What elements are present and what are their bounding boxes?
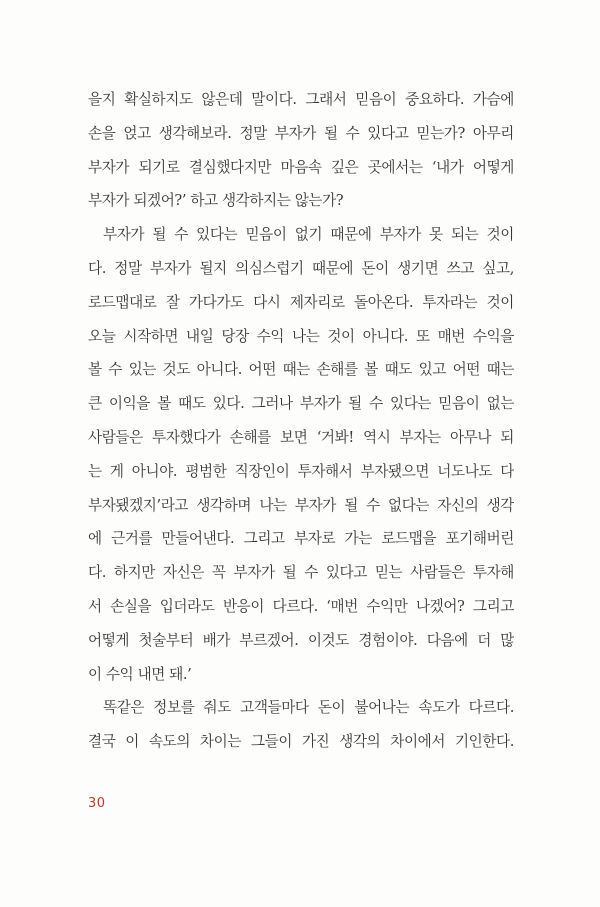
text-line: 결국 이 속도의 차이는 그들이 가진 생각의 차이에서 기인한다. [88,733,514,751]
text-line: 큰 이익을 볼 때도 있다. 그러나 부자가 될 수 있다는 믿음이 없는 [88,395,514,413]
text-line: 다. 정말 부자가 될지 의심스럽기 때문에 돈이 생기면 쓰고 싶고, [88,259,514,277]
text-line: 부자가 되겠어?’ 하고 생각하지는 않는가? [88,192,344,210]
text-line: 손을 얹고 생각해보라. 정말 부자가 될 수 있다고 믿는가? 아무리 [88,124,514,142]
text-line: 는 게 아니야. 평범한 직장인이 투자해서 부자됐으면 너도나도 다 [88,462,514,480]
body-text [88,83,514,759]
text-line: 이 수익 내면 돼.’ [88,665,192,683]
text-line: 오늘 시작하면 내일 당장 수익 나는 것이 아니다. 또 매번 수익을 [88,327,514,345]
text-line: 부자가 되기로 결심했다지만 마음속 깊은 곳에서는 ‘내가 어떻게 [88,158,514,176]
text-line: 부자됐겠지’라고 생각하며 나는 부자가 될 수 없다는 자신의 생각 [88,496,514,514]
text-line: 다. 하지만 자신은 꼭 부자가 될 수 있다고 믿는 사람들은 투자해 [88,564,514,582]
text-line: 사람들은 투자했다가 손해를 보면 ‘거봐! 역시 부자는 아무나 되 [88,428,514,446]
text-line: 볼 수 있는 것도 아니다. 어떤 때는 손해를 볼 때도 있고 어떤 때는 [88,361,514,379]
text-line: 부자가 될 수 있다는 믿음이 없기 때문에 부자가 못 되는 것이 [103,226,514,244]
text-line: 을지 확실하지도 않은데 말이다. 그래서 믿음이 중요하다. 가슴에 [88,91,514,108]
text-line: 로드맵대로 잘 가다가도 다시 제자리로 돌아온다. 투자라는 것이 [88,293,514,311]
text-line: 어떻게 첫술부터 배가 부르겠어. 이것도 경험이야. 다음에 더 많 [88,631,514,649]
text-line: 똑같은 정보를 줘도 고객들마다 돈이 불어나는 속도가 다르다. [103,699,514,717]
text-line: 서 손실을 입더라도 반응이 다르다. ‘매번 수익만 나겠어? 그리고 [88,597,514,615]
text-line: 에 근거를 만들어낸다. 그리고 부자로 가는 로드맵을 포기해버린 [88,530,514,548]
page-number: 30 [88,796,106,811]
